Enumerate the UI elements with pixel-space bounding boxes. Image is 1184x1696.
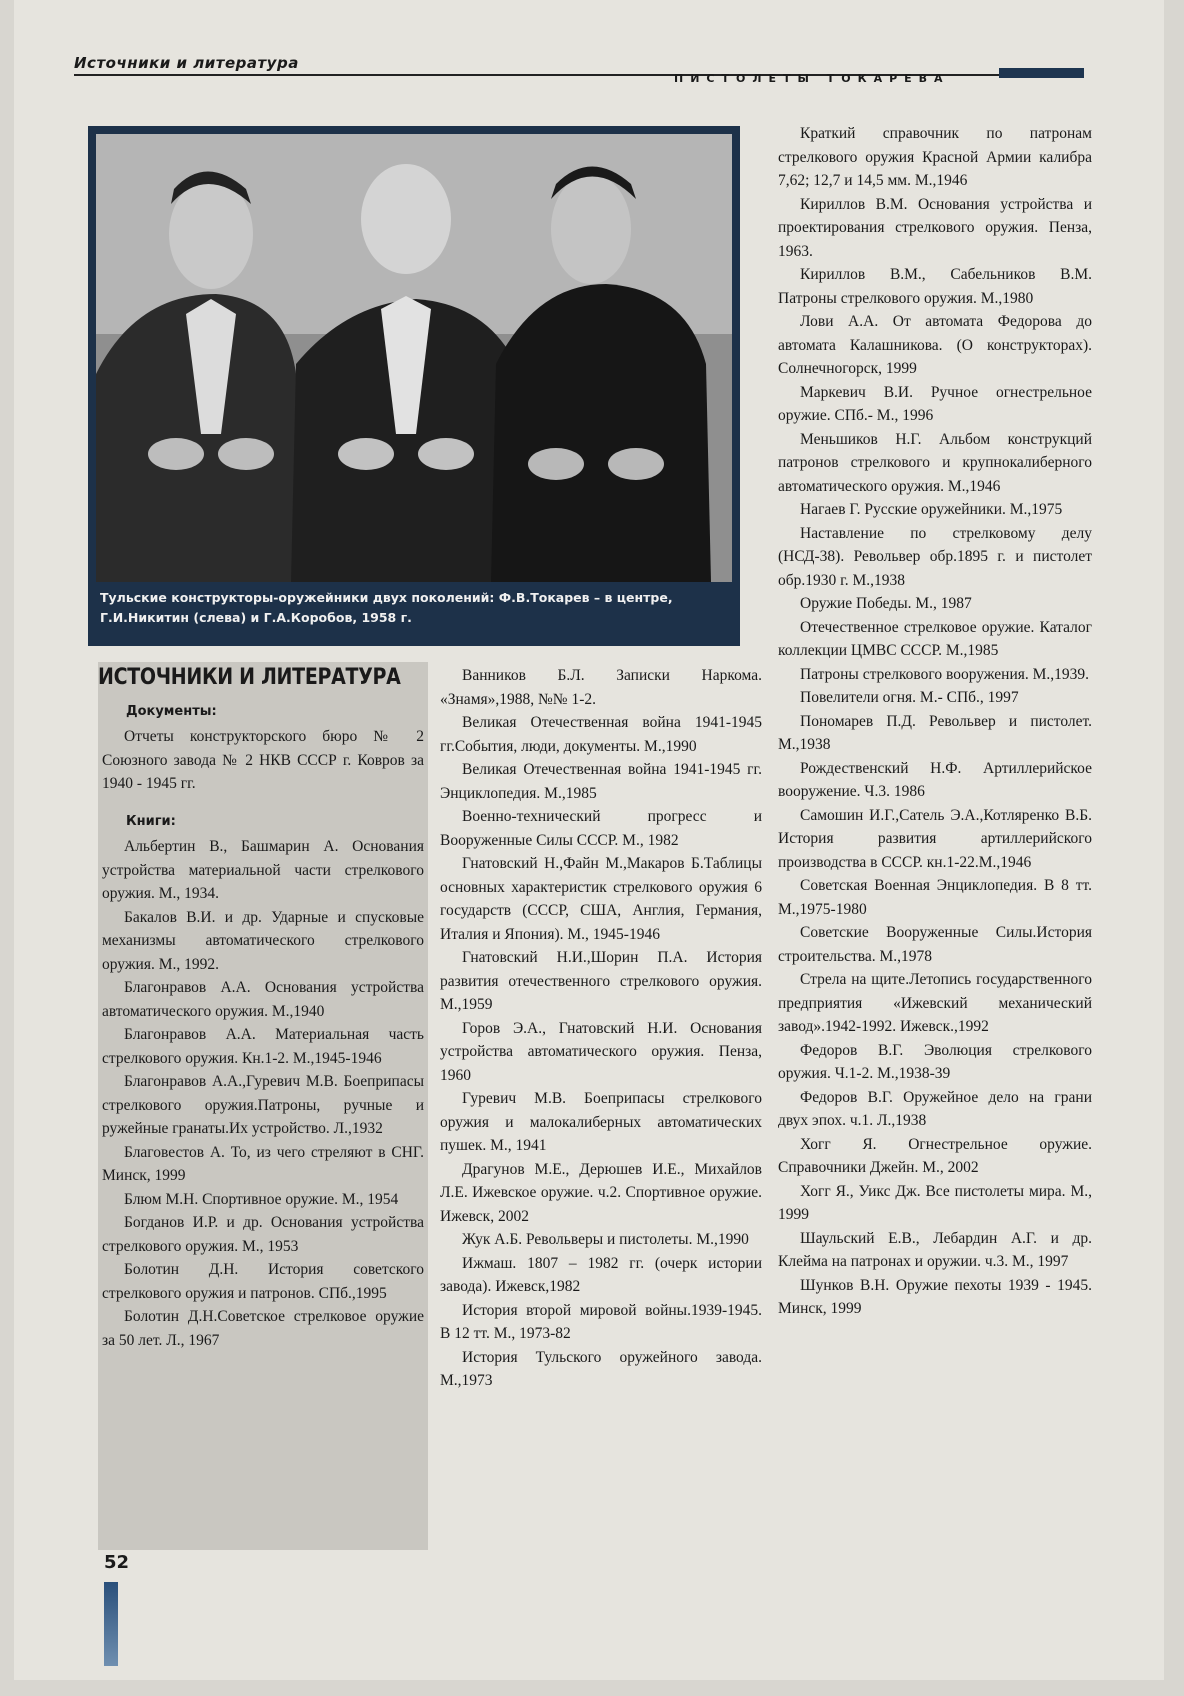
book-entry: Бакалов В.И. и др. Ударные и спусковые механизмы автоматического стрелкового оружия. М., 1992.	[102, 908, 424, 973]
page-number-bar	[104, 1582, 118, 1666]
book-entry: Благонравов А.А.,Гуревич М.В. Боеприпасы стрелкового оружия.Патроны, ручные и ружейные гранаты.Их устройство. Л.,1932	[102, 1073, 424, 1137]
book-title-header: ПИСТОЛЕТЫ ТОКАРЕВА	[674, 72, 950, 85]
book-entry: Блюм М.Н. Спортивное оружие. М., 1954	[124, 1190, 399, 1208]
book-entry: Гуревич М.В. Боеприпасы стрелкового оружия и малокалиберных автоматических пушек. М., 1941	[440, 1090, 762, 1154]
book-entry: Богданов И.Р. и др. Основания устройства стрелкового оружия. М., 1953	[102, 1214, 424, 1255]
book-entry: Меньшиков Н.Г. Альбом конструкций патронов стрелкового и крупнокалиберного автоматического оружия. М.,1946	[778, 430, 1092, 495]
book-entry: Альбертин В., Башмарин А. Основания устройства материальной части стрелкового оружия. М., 1934.	[102, 838, 424, 902]
book-entry: Маркевич В.И. Ручное огнестрельное оружие. СПб.- М., 1996	[778, 383, 1092, 424]
book-entry: Благонравов А.А. Материальная часть стрелкового оружия. Кн.1-2. М.,1945-1946	[102, 1026, 424, 1067]
book-entry: Нагаев Г. Русские оружейники. М.,1975	[800, 501, 1063, 518]
book-entry: Шаульский Е.В., Лебардин А.Г. и др. Клейма на патронах и оружии. ч.3. М., 1997	[778, 1229, 1092, 1270]
column-2	[440, 664, 762, 1393]
book-entry: Ижмаш. 1807 – 1982 гг. (очерк истории завода). Ижевск,1982	[440, 1254, 762, 1295]
page-number: 52	[104, 1552, 130, 1573]
book-entry: Федоров В.Г. Эволюция стрелкового оружия. Ч.1-2. М.,1938-39	[778, 1041, 1092, 1082]
section-header-title: Источники и литература	[74, 54, 299, 72]
book-entry: Самошин И.Г.,Сатель Э.А.,Котляренко В.Б. История развития артиллерийского производства в СССР. кн.1-22.М.,1946	[778, 806, 1092, 871]
book-entry: Жук А.Б. Револьверы и пистолеты. М.,1990	[462, 1231, 749, 1248]
book-entry: Гнатовский Н.И.,Шорин П.А. История развития отечественного стрелкового оружия. М.,1959	[440, 949, 762, 1013]
book-entry: Шунков В.Н. Оружие пехоты 1939 - 1945. Минск, 1999	[778, 1276, 1092, 1317]
book-entry: Благовестов А. То, из чего стреляют в СНГ. Минск, 1999	[102, 1143, 424, 1184]
book-entry: Кириллов В.М. Основания устройства и проектирования стрелкового оружия. Пенза, 1963.	[778, 195, 1092, 260]
header-accent-bar	[999, 68, 1084, 78]
book-entry: Стрела на щите.Летопись государственного предприятия «Ижевский механический завод».1942-1992. Ижевск.,1992	[778, 971, 1092, 1035]
column-1	[98, 662, 428, 1550]
book-entry: Рождественский Н.Ф. Артиллерийское вооружение. Ч.3. 1986	[778, 759, 1092, 800]
document-entry: Отчеты конструкторского бюро № 2 Союзного завода № 2 НКВ СССР г. Ковров за 1940 - 1945 гг.	[102, 728, 424, 792]
book-entry: Оружие Победы. М., 1987	[800, 595, 972, 612]
book-entry: Отечественное стрелковое оружие. Каталог коллекции ЦМВС СССР. М.,1985	[778, 618, 1092, 659]
book-entry: Хогг Я., Уикс Дж. Все пистолеты мира. М., 1999	[778, 1182, 1092, 1223]
book-entry: Горов Э.А., Гнатовский Н.И. Основания устройства автоматического оружия. Пенза, 1960	[440, 1019, 762, 1084]
book-entry: Лови А.А. От автомата Федорова до автомата Калашникова. (О конструкторах). Солнечногорск, 1999	[778, 313, 1092, 377]
book-entry: История Тульского оружейного завода. М.,1973	[440, 1348, 762, 1389]
book-entry: Драгунов М.Е., Дерюшев И.Е., Михайлов Л.Е. Ижевское оружие. ч.2. Спортивное оружие. Ижевск, 2002	[440, 1160, 762, 1225]
book-entry: Наставление по стрелковому делу (НСД-38). Револьвер обр.1895 г. и пистолет обр.1930 г. М.,1938	[778, 524, 1092, 589]
book-entry: Кириллов В.М., Сабельников В.М. Патроны стрелкового оружия. М.,1980	[778, 266, 1092, 307]
book-entry: Федоров В.Г. Оружейное дело на грани двух эпох. ч.1. Л.,1938	[778, 1088, 1092, 1129]
portrait-photo	[96, 134, 732, 582]
book-entry: Гнатовский Н.,Файн М.,Макаров Б.Таблицы основных характеристик стрелкового оружия 6 государств (СССР, США, Англия, Германия, Италия и Япония). М., 1945-1946	[440, 855, 762, 943]
book-entry: Патроны стрелкового вооружения. М.,1939.	[800, 665, 1090, 683]
book-entry: Хогг Я. Огнестрельное оружие. Справочники Джейн. М., 2002	[778, 1135, 1092, 1176]
column-3	[778, 122, 1092, 1321]
photo-block	[88, 126, 740, 646]
book-entry: Болотин Д.Н.Советское стрелковое оружие за 50 лет. Л., 1967	[102, 1308, 424, 1349]
book-entry: Советская Военная Энциклопедия. В 8 тт. М.,1975-1980	[778, 877, 1092, 918]
book-entry: Великая Отечественная война 1941-1945 гг.События, люди, документы. М.,1990	[440, 714, 762, 755]
books-heading: Книги:	[126, 813, 176, 829]
book-entry: Благонравов А.А. Основания устройства автоматического оружия. М.,1940	[102, 979, 424, 1020]
photo-caption: Тульские конструкторы-оружейники двух поколений: Ф.В.Токарев – в центре, Г.И.Никитин (слева) и Г.А.Коробов, 1958 г.	[100, 590, 673, 625]
documents-heading: Документы:	[126, 703, 217, 719]
book-entry: Пономарев П.Д. Револьвер и пистолет. М.,1938	[778, 712, 1092, 753]
book-entry: История второй мировой войны.1939-1945. В 12 тт. М., 1973-82	[440, 1301, 762, 1342]
book-entry: Военно-технический прогресс и Вооруженные Силы СССР. М., 1982	[440, 808, 762, 849]
running-header	[74, 54, 1086, 84]
book-entry: Повелители огня. М.- СПб., 1997	[800, 689, 1019, 706]
book-entry: Болотин Д.Н. История советского стрелкового оружия и патронов. СПб.,1995	[102, 1261, 424, 1302]
book-entry: Ванников Б.Л. Записки Наркома. «Знамя»,1988, №№ 1-2.	[440, 667, 762, 708]
book-entry: Великая Отечественная война 1941-1945 гг. Энциклопедия. М.,1985	[440, 761, 762, 802]
book-entry: Краткий справочник по патронам стрелкового оружия Красной Армии калибра 7,62; 12,7 и 14,5 мм. М.,1946	[778, 125, 1092, 189]
section-title: ИСТОЧНИКИ И ЛИТЕРАТУРА	[98, 664, 401, 690]
book-entry: Советские Вооруженные Силы.История строительства. М.,1978	[778, 924, 1092, 965]
